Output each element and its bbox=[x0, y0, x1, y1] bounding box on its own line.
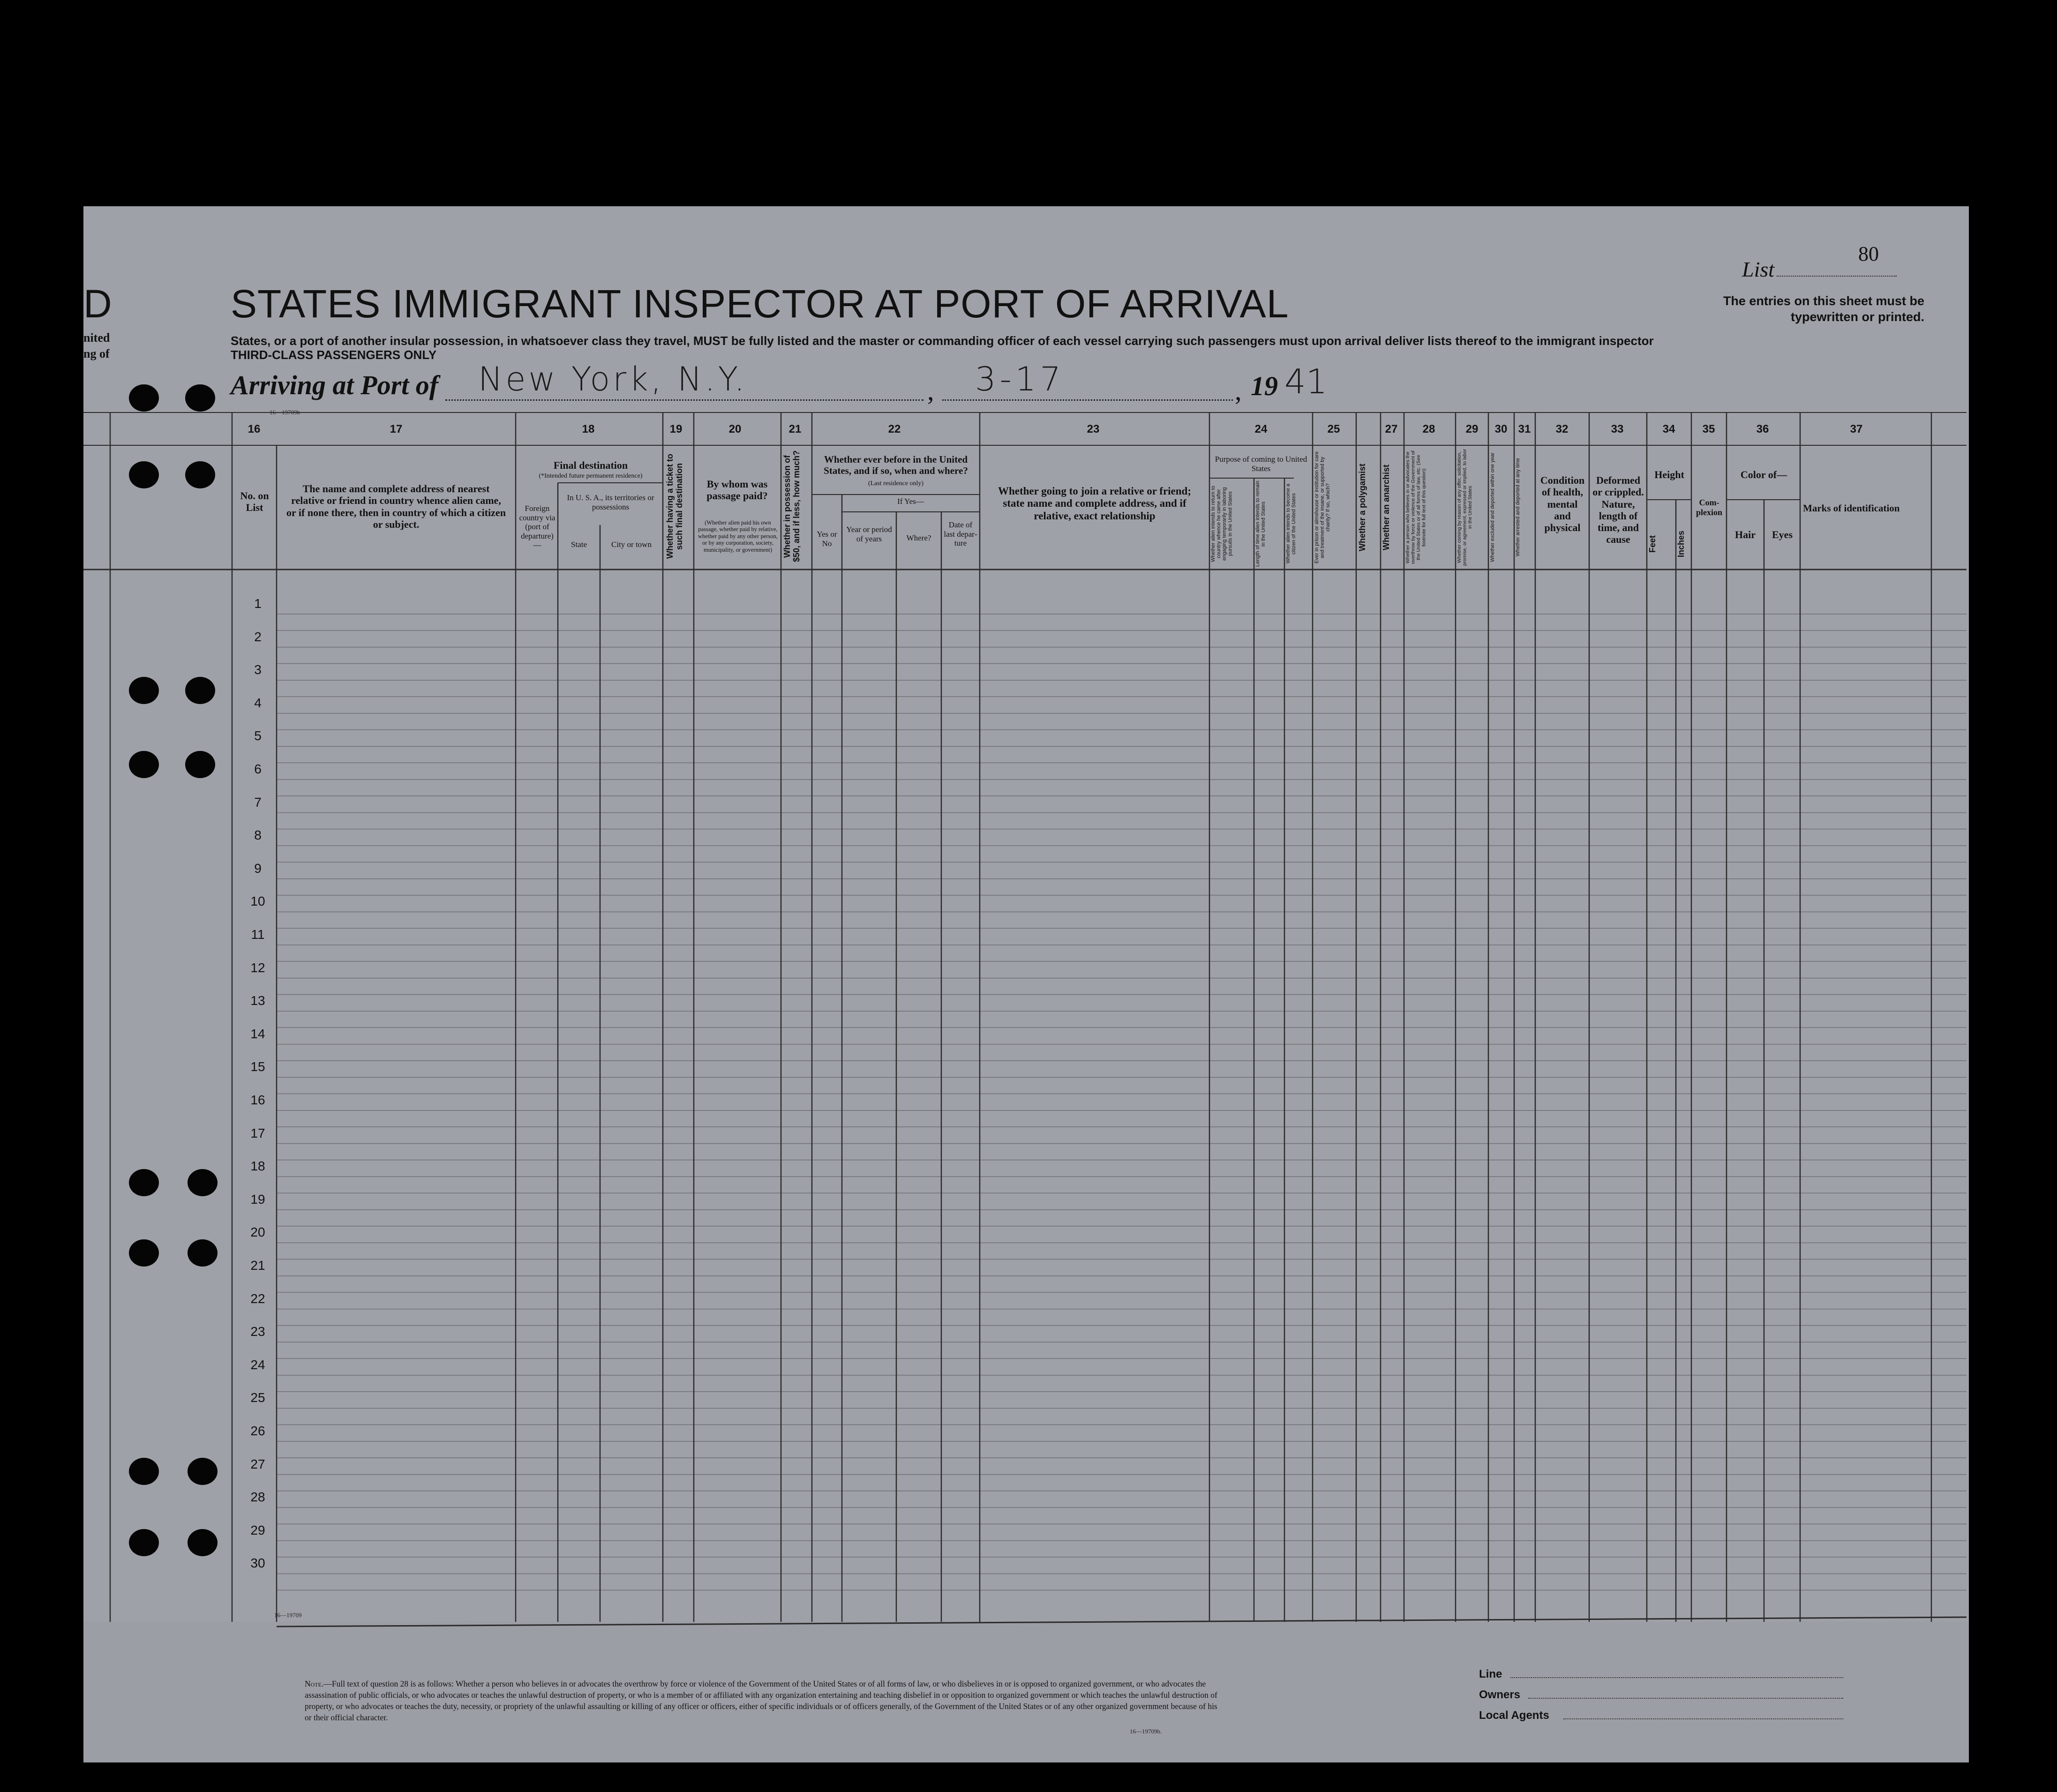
row-number: 27 bbox=[250, 1456, 265, 1471]
page-edge-letter: D bbox=[83, 282, 112, 326]
list-number: 80 bbox=[1858, 242, 1879, 265]
column-number-28: 28 bbox=[1422, 423, 1435, 435]
header-intends-return: Whether alien intends to return to country whence he came after engaging temporarily in laboring pursuits in the United States bbox=[1210, 486, 1233, 562]
footer-line-field bbox=[1510, 1677, 1843, 1678]
footer-owners-label: Owners bbox=[1479, 1688, 1521, 1701]
header-possession-50: Whether in possession of $50, and if less, how much? bbox=[782, 450, 801, 562]
row-number: 22 bbox=[250, 1291, 265, 1306]
row-number: 28 bbox=[250, 1490, 265, 1505]
comma: , bbox=[1235, 375, 1242, 406]
column-number-23: 23 bbox=[1087, 423, 1100, 435]
header-state: State bbox=[571, 540, 587, 549]
header-if-yes: If Yes— bbox=[897, 497, 924, 506]
header-height: Height bbox=[1654, 469, 1684, 480]
header-condition-health: Condition of health, mental and physical bbox=[1540, 474, 1585, 534]
form-code-note: 16—19709b. bbox=[1130, 1728, 1162, 1735]
header-yes-or-no: Yes or No bbox=[817, 530, 837, 548]
header-labor-offer: Whether coming by reason of any offer, solicitation, promise, or agreement, expressed or implied, to labor in the United States bbox=[1456, 449, 1473, 566]
row-number: 21 bbox=[250, 1258, 265, 1273]
form-code: 16—19709 bbox=[274, 1612, 302, 1619]
header-ticket: Whether having a ticket to such final destination bbox=[665, 453, 684, 559]
row-number: 1 bbox=[254, 596, 262, 611]
row-number: 18 bbox=[250, 1159, 265, 1174]
list-label: List bbox=[1742, 257, 1775, 281]
row-number: 15 bbox=[250, 1059, 265, 1074]
row-number: 5 bbox=[254, 728, 262, 743]
header-prison-almshouse: Ever in prison or almshouse or institution for care and treatment of the insane, or supported by charity? If so, which? bbox=[1314, 451, 1331, 564]
year-prefix: 19 bbox=[1251, 371, 1278, 401]
arriving-label: Arriving at Port of bbox=[231, 370, 439, 400]
row-number: 19 bbox=[250, 1192, 265, 1207]
column-number-19: 19 bbox=[669, 423, 683, 435]
row-number: 20 bbox=[250, 1225, 265, 1240]
header-where: Where? bbox=[906, 533, 931, 542]
column-number-33: 33 bbox=[1611, 423, 1624, 435]
year-field: 41 bbox=[1284, 362, 1328, 401]
row-number: 6 bbox=[254, 762, 262, 776]
header-city-or-town: City or town bbox=[611, 540, 652, 549]
column-number-32: 32 bbox=[1555, 423, 1569, 435]
form-subtitle: States, or a port of another insular possession, in whatsoever class they travel, MUST be fully listed and the master or commanding officer of each vessel carrying such passengers must upon arrival deliver lists thereof to the immigrant inspector bbox=[231, 334, 1654, 348]
header-color-of: Color of— bbox=[1740, 469, 1787, 480]
header-passage-paid: By whom was passage paid? bbox=[706, 478, 768, 502]
header-in-usa: In U. S. A., its territories or possessions bbox=[567, 493, 654, 511]
column-number-31: 31 bbox=[1518, 423, 1531, 435]
header-nearest-relative: The name and complete address of nearest relative or friend in country whence alien came, or if none there, then in country of which a citizen or subject. bbox=[286, 483, 506, 530]
header-become-citizen: Whether alien intends to become a citizen of the United States bbox=[1285, 484, 1297, 564]
row-number: 16 bbox=[250, 1093, 265, 1107]
column-number-16: 16 bbox=[248, 423, 261, 435]
footer-local-agents-label: Local Agents bbox=[1479, 1709, 1549, 1722]
row-number: 17 bbox=[250, 1125, 265, 1140]
date-field: 3-17 bbox=[975, 360, 1065, 398]
row-number: 14 bbox=[250, 1026, 265, 1041]
footnote-label: Note. bbox=[305, 1679, 324, 1688]
row-number: 7 bbox=[254, 795, 262, 810]
row-number: 2 bbox=[254, 629, 262, 644]
row-number: 24 bbox=[250, 1357, 265, 1372]
footnote-text: —Full text of question 28 is as follows: Whether a person who believes in or advocates the overthrow by force or violence of the Government of the United States or of all forms of law, or who disbelieves in or is opposed to organized government, or who advocates the assassination of public officials, or who advocates or teaches the unlawful destruction of property, or who is a member of or affiliated with any organization entertaining and teaching disbelief in or opposition to organized government or which teaches the unlawful destruction of property, or who advocates or teaches the duty, necessity, or propriety of the unlawful assaulting or killing of any officer or officers, either of specific individuals or of officers generally, of the Government of the United States or of any other organized government because of his or their official character. bbox=[305, 1679, 1217, 1723]
header-foreign-country: Foreign country via (port of departure)— bbox=[519, 504, 556, 550]
port-field: New York, N.Y. bbox=[478, 360, 748, 398]
header-final-destination: Final destination bbox=[553, 459, 628, 471]
page-edge-text: ng of bbox=[83, 347, 110, 360]
header-eyes: Eyes bbox=[1772, 529, 1793, 540]
header-final-destination-sub: (*Intended future permanent residence) bbox=[539, 472, 643, 480]
column-number-17: 17 bbox=[390, 423, 403, 435]
comma: , bbox=[927, 375, 934, 406]
column-number-36: 36 bbox=[1756, 423, 1769, 435]
row-number: 25 bbox=[250, 1390, 265, 1405]
column-number-22: 22 bbox=[888, 423, 901, 435]
column-number-20: 20 bbox=[728, 423, 742, 435]
typewritten-note: The entries on this sheet must be typewritten or printed. bbox=[1723, 294, 1924, 324]
header-purpose: Purpose of coming to United States bbox=[1215, 455, 1307, 473]
header-marks-identification: Marks of identification bbox=[1803, 502, 1900, 514]
header-last-residence: (Last residence only) bbox=[868, 480, 924, 487]
header-anarchist: Whether an anarchist bbox=[1381, 464, 1391, 551]
header-hair: Hair bbox=[1735, 529, 1756, 540]
header-join-relative: Whether going to join a relative or friend; state name and complete address, and if relative, exact relationship bbox=[998, 485, 1192, 522]
row-number: 13 bbox=[250, 993, 265, 1008]
row-number: 3 bbox=[254, 662, 262, 677]
footnote-question-28 bbox=[305, 1678, 1219, 1724]
header-overthrow-government: Whether a person who believes in or advocates the overthrow by force or violence of the Government of the United States or of all forms of law, etc. (See footnote for full text of this question) bbox=[1405, 450, 1427, 564]
footer-line-label: Line bbox=[1479, 1668, 1502, 1680]
row-number: 23 bbox=[250, 1324, 265, 1339]
header-year-or-period: Year or period of years bbox=[846, 525, 892, 543]
footer-local-agents-field bbox=[1563, 1718, 1843, 1719]
column-number-25: 25 bbox=[1327, 423, 1340, 435]
column-number-24: 24 bbox=[1254, 423, 1268, 435]
header-passage-paid-sub: (Whether alien paid his own passage, whether paid by relative, whether paid by any other person, or by any corporation, society, municipality, or government) bbox=[698, 519, 778, 553]
row-number: 26 bbox=[250, 1424, 265, 1438]
header-complexion: Complexion bbox=[1696, 498, 1722, 517]
form-title: STATES IMMIGRANT INSPECTOR AT PORT OF ARRIVAL bbox=[231, 282, 1289, 326]
header-length-of-stay: Length of time alien intends to remain in the United States bbox=[1255, 480, 1267, 567]
header-arrested-deported: Whether arrested and deported at any time bbox=[1515, 458, 1521, 557]
column-number-35: 35 bbox=[1702, 423, 1715, 435]
header-inches: Inches bbox=[1676, 530, 1686, 557]
row-number: 4 bbox=[254, 695, 262, 710]
page-edge-text: nited bbox=[83, 331, 110, 345]
column-number-30: 30 bbox=[1494, 423, 1508, 435]
column-number-21: 21 bbox=[788, 423, 802, 435]
form-code: 16—19709b bbox=[270, 409, 300, 416]
column-number-29: 29 bbox=[1465, 423, 1479, 435]
column-number-34: 34 bbox=[1662, 423, 1675, 435]
row-number: 12 bbox=[250, 960, 265, 975]
row-number: 10 bbox=[250, 894, 265, 909]
header-polygamist: Whether a polygamist bbox=[1358, 463, 1367, 552]
row-number: 11 bbox=[251, 927, 265, 942]
row-number: 9 bbox=[254, 861, 262, 876]
row-number: 8 bbox=[254, 828, 262, 843]
footer-owners-field bbox=[1528, 1698, 1843, 1699]
row-number: 30 bbox=[250, 1556, 265, 1571]
column-number-18: 18 bbox=[582, 423, 595, 435]
header-excluded-deported: Whether excluded and deported within one year bbox=[1490, 452, 1495, 562]
header-feet: Feet bbox=[1648, 535, 1657, 553]
header-deformed: Deformed or crippled. Nature, length of time, and cause bbox=[1592, 474, 1644, 546]
header-no-on-list: No. on List bbox=[240, 490, 269, 514]
header-date-last-departure: Date of last departure bbox=[944, 520, 977, 548]
row-number: 29 bbox=[250, 1522, 265, 1537]
form-class-note: THIRD-CLASS PASSENGERS ONLY bbox=[231, 348, 437, 362]
header-ever-before-us: Whether ever before in the United States, and if so, when and where? bbox=[824, 454, 968, 477]
column-number-27: 27 bbox=[1385, 423, 1398, 435]
column-number-37: 37 bbox=[1850, 423, 1863, 435]
